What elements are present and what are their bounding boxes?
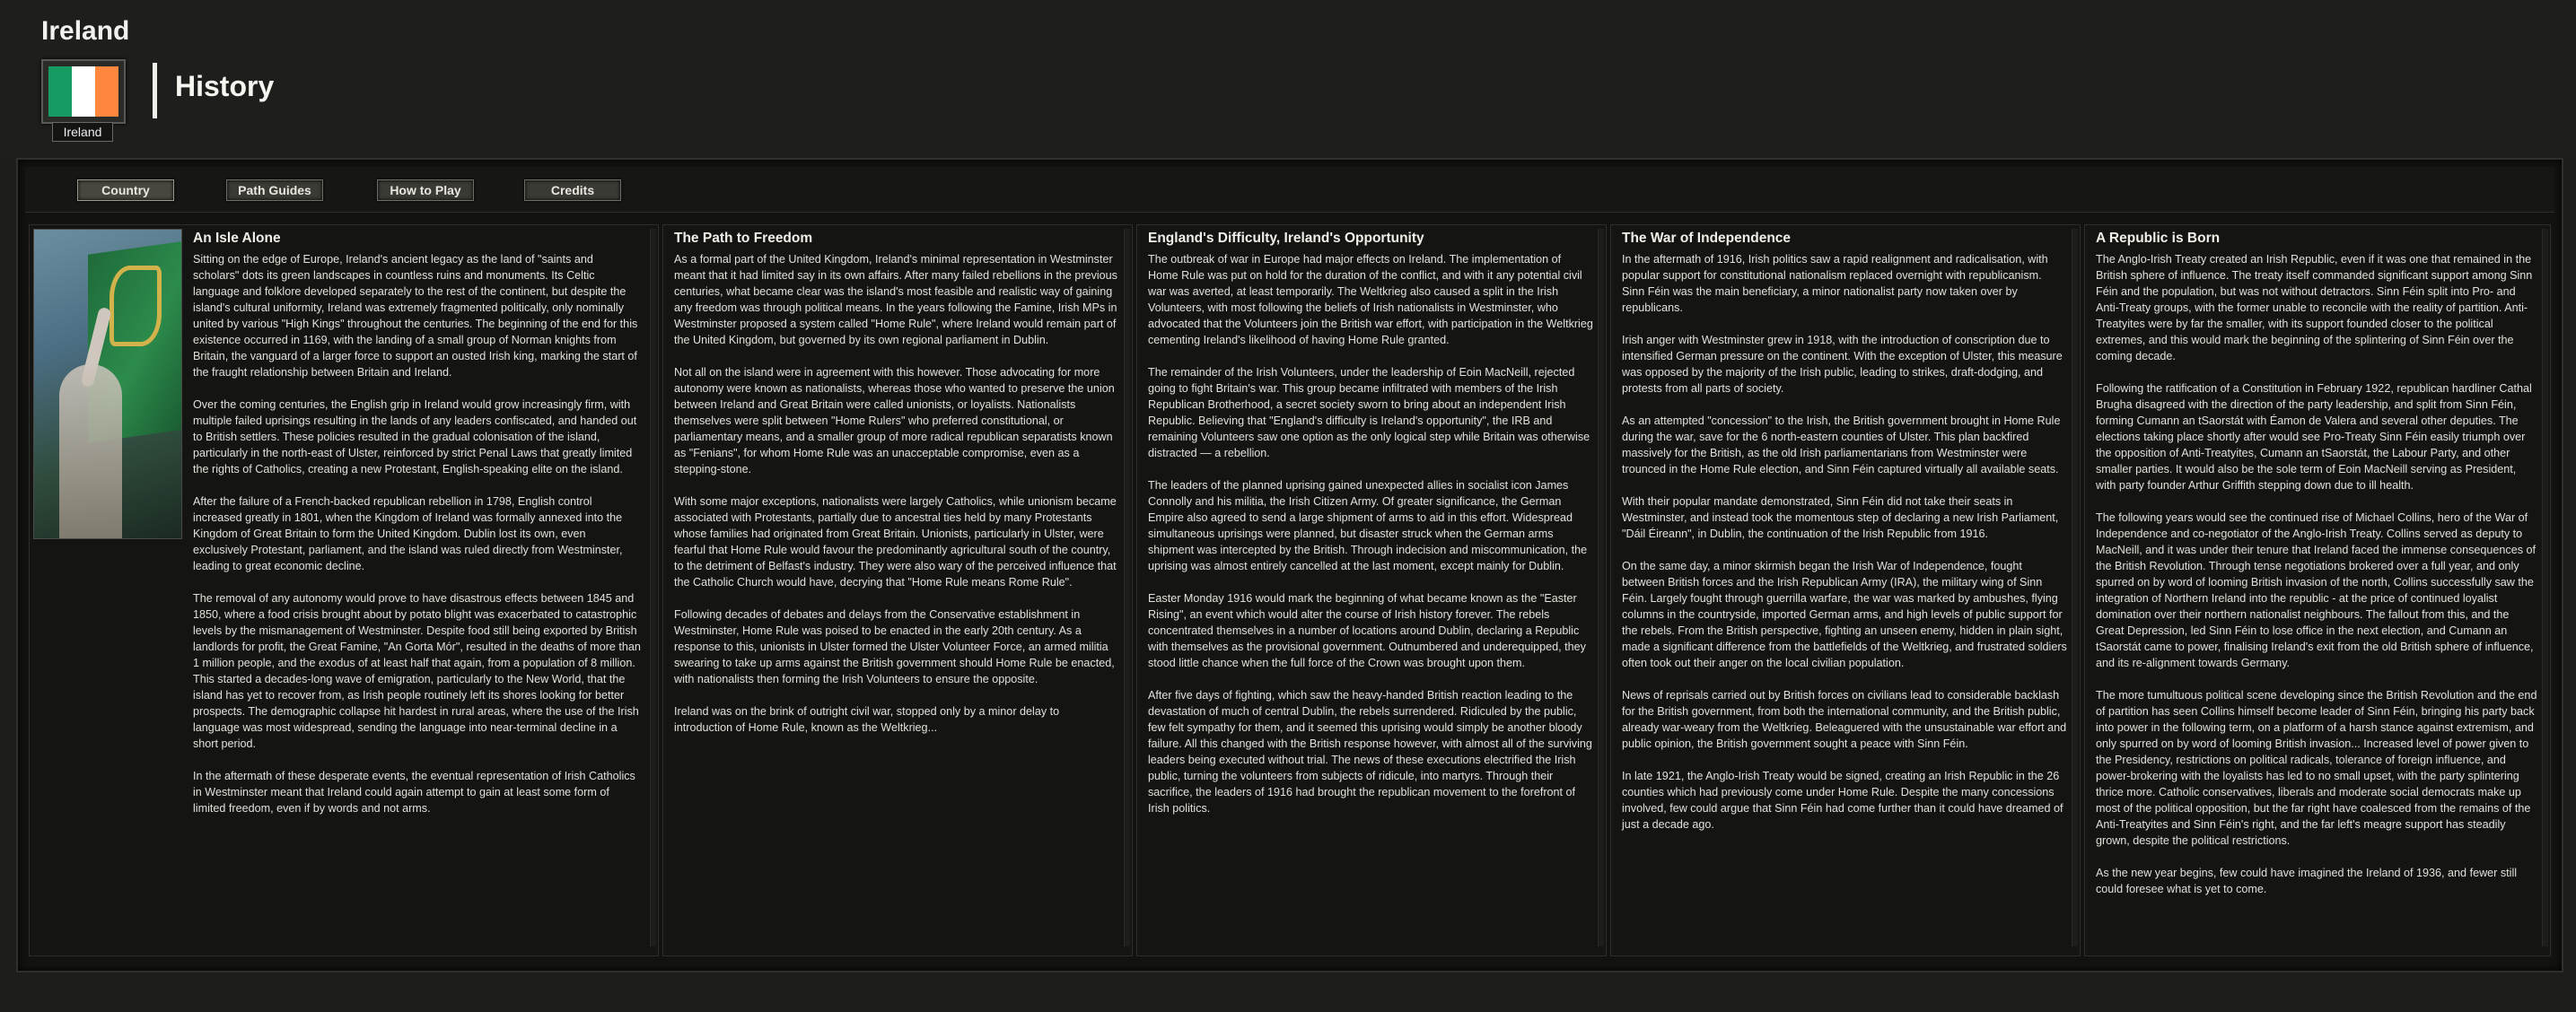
- paragraph: The following years would see the continued rise of Michael Collins, hero of the War of Independence and co-negotiator of the Anglo-Irish Treaty. Collins served as deputy to MacNeill, and it was under their tenure that Ireland faced the immense consequences of the British Revolution. Through tense negotiations brokered over a full year, and only spurred on by word of looming British invasion of the north, Collins successfully saw the integration of Northern Ireland into the republic - at the price of continued loyalist domination over their northern nationalist neighbours. The fallout from this, and the Great Depression, led Sinn Féin to lose office in the next election, and Cumann an tSaorstát came to power, finalising Ireland's exit from the old British sphere of influence, and its re-alignment towards Germany.: [2096, 511, 2537, 669]
- country-name: Ireland: [41, 16, 130, 46]
- header-bar: [0, 0, 2576, 160]
- paragraph: The remainder of the Irish Volunteers, under the leadership of Eoin MacNeill, rejected going to fight Britain's war. This group became infiltrated with members of the Irish Republican Brotherhood, a secret society sworn to bring about an independent Irish Republic. Believing that "England's difficulty is Ireland's opportunity", the IRB and remaining Volunteers saw one option as the only logical step while Britain was otherwise distracted — a rebellion.: [1148, 366, 1590, 459]
- paragraph: Sitting on the edge of Europe, Ireland's ancient legacy as the land of "saints and scholars" dots its green landscapes in countless ruins and monuments. Its Celtic language and folklore developed separately to the rest of the continent, but despite the island's cultural uniformity, Ireland was extremely fragmented politically, only nominally united by various "High Kings" throughout the centuries. The beginning of the end for this existence occurred in 1169, with the landing of a small group of Norman knights from Britain, the vanguard of a larger force to support an ousted Irish king, marking the start of the fraught relationship between Britain and Ireland.: [193, 253, 638, 379]
- title-divider: [153, 63, 157, 118]
- paragraph: In late 1921, the Anglo-Irish Treaty would be signed, creating an Irish Republic in the 26 counties which had previously come under Home Rule. Despite the many concessions involved, few could argue that Sinn Féin had come further than it could have dreamed of just a decade ago.: [1622, 770, 2063, 831]
- column-scrollbar[interactable]: [2072, 229, 2078, 947]
- history-content: [29, 224, 2551, 960]
- paragraph: As an attempted "concession" to the Irish, the British government brought in Home Rule during the war, save for the 6 north-eastern counties of Ulster. This plan backfired massively for the British, as the old Irish parliamentarians from Westminster were trounced in the Home Rule election, and Sinn Féin captured virtually all available seats.: [1622, 414, 2061, 475]
- column-englands-difficulty: [1136, 224, 1607, 956]
- section-text: [193, 251, 642, 833]
- paragraph: With their popular mandate demonstrated, Sinn Féin did not take their seats in Westminster, and instead took the momentous step of declaring a new Irish Parliament, "Dáil Éireann", in Dublin, the continuation of the Irish Republic from 1916.: [1622, 495, 2059, 540]
- tab-how-to-play[interactable]: How to Play: [377, 179, 474, 201]
- column-scrollbar[interactable]: [2542, 229, 2548, 947]
- column-war-of-independence: [1610, 224, 2081, 956]
- section-title: An Isle Alone: [193, 231, 281, 246]
- tab-path-guides[interactable]: Path Guides: [226, 179, 323, 201]
- paragraph: In the aftermath of these desperate events, the eventual representation of Irish Catholics in Westminster meant that Ireland could again attempt to gain at least some form of limited freedom, even if by words and not arms.: [193, 770, 635, 815]
- harp-icon: [110, 266, 162, 346]
- paragraph: With some major exceptions, nationalists were largely Catholics, while unionism became associated with Protestants, partially due to ancestral ties held by many Protestants whose families had originated from Great Britain. Unionists, particularly in Ulster, were fearful that Home Rule would favour the predominantly agricultural south of the country, to the detriment of Belfast's industry. They were also wary of the perceived influence that the Catholic Church would have, decrying that "Home Rule means Rome Rule".: [674, 495, 1117, 589]
- paragraph: Over the coming centuries, the English grip in Ireland would grow increasingly firm, with multiple failed uprisings resulting in the lands of any leaders confiscated, and handed out to British settlers. These policies resulted in the gradual colonisation of the island, particularly in the north-east of Ulster, reinforced by strict Penal Laws that greatly limited the rights of Catholics, creating a new Protestant, English-speaking elite on the island.: [193, 398, 637, 475]
- section-text: [1622, 251, 2067, 849]
- paragraph: The more tumultuous political scene developing since the British Revolution and the end of partition has seen Collins himself become leader of Sinn Féin, bringing his party back into power in the following term, on a platform of a harsh stance against extremism, and only spurred on by word of looming British invasion... Increased level of power given to the Presidency, restrictions on political radicals, tolerance of foreign influence, and power-brokering with the loyalists has led to no small upset, with the party splintering thrice more. Catholic conservatives, liberals and moderate social democrats make up most of the political opposition, but the far right have coalesced from the remains of the Anti-Treatyites and Sinn Féin's right, and the far left's meagre support has steadily grown, despite the political restrictions.: [2096, 689, 2537, 847]
- flag-stripe-white: [72, 66, 95, 117]
- paragraph: After five days of fighting, which saw the heavy-handed British reaction leading to the devastation of much of central Dublin, the rebels surrendered. Ridiculed by the public, few felt sympathy for them, and it seemed this uprising would simply be another bloody failure. All this changed with the British response however, with almost all of the surviving leaders being executed without trial. The news of these executions electrified the Irish public, turning the volunteers from subjects of ridicule, into martyrs. Through their sacrifice, the leaders of 1916 had brought the republican movement to the forefront of Irish politics.: [1148, 689, 1592, 815]
- figure-shape: [59, 364, 122, 539]
- column-scrollbar[interactable]: [1598, 229, 1604, 947]
- column-scrollbar[interactable]: [650, 229, 656, 947]
- section-text: [2096, 251, 2537, 913]
- tab-bar: [25, 167, 2554, 213]
- section-title: The War of Independence: [1622, 231, 1792, 246]
- section-title: The Path to Freedom: [674, 231, 813, 246]
- paragraph: Not all on the island were in agreement with this however. Those advocating for more autonomy were known as nationalists, whereas those who wanted to preserve the union between Ireland and Great Britain were called unionists, or loyalists. Nationalists themselves were split between "Home Rulers" who preferred constitutional, or parliamentary means, and a smaller group of more radical republican separatists known as "Fenians", for whom Home Rule was an unacceptable compromise, even as a stepping-stone.: [674, 366, 1115, 475]
- section-title: England's Difficulty, Ireland's Opportunity: [1148, 231, 1424, 246]
- flag-label: Ireland: [52, 122, 113, 142]
- paragraph: As the new year begins, few could have imagined the Ireland of 1936, and fewer still could foresee what is yet to come.: [2096, 867, 2518, 895]
- paragraph: Ireland was on the brink of outright civil war, stopped only by a minor delay to introduction of Home Rule, known as the Weltkrieg...: [674, 705, 1060, 734]
- tab-credits[interactable]: Credits: [524, 179, 621, 201]
- ireland-flag-icon: [48, 66, 118, 117]
- paragraph: The outbreak of war in Europe had major effects on Ireland. The implementation of Home Rule was put on hold for the duration of the conflict, and with it any potential civil war was averted, at least temporarily. The Weltkrieg also caused a split in the Irish Volunteers, with most following the beliefs of Irish nationalists in Westminster, who advocated that the Volunteers join the British war effort, with participation in the Weltkrieg cementing Ireland's likelihood of having Home Rule granted.: [1148, 253, 1593, 346]
- page-title: History: [175, 70, 275, 102]
- tab-country[interactable]: Country: [77, 179, 174, 201]
- flag-stripe-orange: [95, 66, 118, 117]
- history-panel: [16, 158, 2563, 973]
- paragraph: News of reprisals carried out by British forces on civilians lead to considerable backlash for the British government, from both the international community, and the British public, already war-weary from the Weltkrieg. Beleaguered with the unsustainable war effort and public opinion, the British government sought a peace with Sinn Féin.: [1622, 689, 2067, 750]
- paragraph: The Anglo-Irish Treaty created an Irish Republic, even if it was one that remained in the British sphere of influence. The treaty itself commanded significant support among Sinn Féin and the population, but was not without detractors. Sinn Féin split into Pro- and Anti-Treaty groups, with the former unable to reconcile with the reality of partition. Anti-Treatyites were by far the smaller, with its support founded closer to the political extremes, and this would mark the beginning of the splintering of Sinn Féin over the coming decade.: [2096, 253, 2533, 362]
- paragraph: On the same day, a minor skirmish began the Irish War of Independence, fought between British forces and the Irish Republican Army (IRA), the military wing of Sinn Féin. Largely fought through guerrilla warfare, the war was marked by ambushes, flying columns in the countryside, imported German arms, and high levels of public support for the rebels. From the British perspective, fighting an unseen enemy, hidden in plain sight, made a significant difference from the battlefields of the Weltkrieg, and frustrated soldiers often took out their anger on the local civilian population.: [1622, 560, 2067, 669]
- country-flag-button[interactable]: [41, 59, 126, 124]
- paragraph: Easter Monday 1916 would mark the beginning of what became known as the "Easter Rising", an event which would alter the course of Irish history forever. The rebels concentrated themselves in a number of locations around Dublin, declaring a Republic with themselves as the provisional government. Outnumbered and underequipped, they stood little chance when the full force of the Crown was brought upon them.: [1148, 592, 1586, 669]
- column-path-to-freedom: [662, 224, 1133, 956]
- column-scrollbar[interactable]: [1124, 229, 1130, 947]
- paragraph: As a formal part of the United Kingdom, Ireland's minimal representation in Westminster meant that it had limited say in its own affairs. After many failed rebellions in the previous centuries, what became clear was the island's most feasible and realistic way of gaining any freedom was through political means. In the years following the Famine, Irish MPs in Westminster proposed a system called "Home Rule", where Ireland would remain part of the United Kingdom, but governed by its own regional parliament in Dublin.: [674, 253, 1117, 346]
- paragraph: After the failure of a French-backed republican rebellion in 1798, English control increased greatly in 1801, when the Kingdom of Ireland was formally annexed into the Kingdom of Great Britain to form the United Kingdom. Dublin lost its own, even exclusively Protestant, parliament, and the island was ruled directly from Westminster, leading to great economic decline.: [193, 495, 623, 572]
- paragraph: Following the ratification of a Constitution in February 1922, republican hardliner Cathal Brugha disagreed with the direction of the party leadership, and split from Sinn Féin, forming Cumann an tSaorstát with Éamon de Valera and several other deputies. The elections taking place shortly after would see Pro-Treaty Sinn Féin easily triumph over the opposition of Anti-Treatyites, Cumann an tSaorstát, the Labour Party, and other smaller parties. It would also be the sole term of Eoin MacNeill serving as President, with party founder Arthur Griffith stepping down due to ill health.: [2096, 382, 2532, 492]
- section-title: A Republic is Born: [2096, 231, 2221, 246]
- history-illustration: [33, 229, 182, 539]
- paragraph: Following decades of debates and delays from the Conservative establishment in Westminster, Home Rule was poised to be enacted in the early 20th century. As a response to this, unionists in Ulster formed the Ulster Volunteer Force, an armed militia swearing to take up arms against the British government should Home Rule be enacted, with nationalists then forming the Irish Volunteers to ensure the opposite.: [674, 608, 1115, 685]
- section-text: [674, 251, 1119, 752]
- flag-stripe-green: [48, 66, 72, 117]
- column-republic-is-born: [2084, 224, 2551, 956]
- column-an-isle-alone: [29, 224, 659, 956]
- section-text: [1148, 251, 1593, 833]
- paragraph: The leaders of the planned uprising gained unexpected allies in socialist icon James Connolly and his militia, the Irish Citizen Army. Of greater significance, the German Empire also agreed to send a large shipment of arms to aid in this effort. Widespread simultaneous uprisings were planned, but disaster struck when the German arms shipment was intercepted by the British. Through indecision and miscommunication, the uprising was almost entirely cancelled at the last moment, except mainly for Dublin.: [1148, 479, 1588, 572]
- paragraph: Irish anger with Westminster grew in 1918, with the introduction of conscription due to intensified German pressure on the continent. With the exception of Ulster, this measure was opposed by the majority of the Irish public, leading to strikes, draft-dodging, and protests from all parts of society.: [1622, 334, 2063, 395]
- paragraph: In the aftermath of 1916, Irish politics saw a rapid realignment and radicalisation, with popular support for constitutional nationalism replaced overnight with republicanism. Sinn Féin was the main beneficiary, a minor nationalist party now taken over by republicans.: [1622, 253, 2048, 314]
- paragraph: The removal of any autonomy would prove to have disastrous effects between 1845 and 1850, where a food crisis brought about by potato blight was exacerbated to catastrophic levels by the mismanagement of Westminster. Despite food still being exported by British landlords for profit, the Great Famine, "An Gorta Mór", resulted in the deaths of more than 1 million people, and the exodus of at least half that again, from a population of 8 million. This started a decades-long wave of emigration, particularly to the New World, that the island has yet to recover from, as Irish people routinely left its shores looking for better prospects. The demographic collapse hit hardest in rural areas, where the use of the Irish language was most widespread, sending the language into near-terminal decline in a short period.: [193, 592, 641, 750]
